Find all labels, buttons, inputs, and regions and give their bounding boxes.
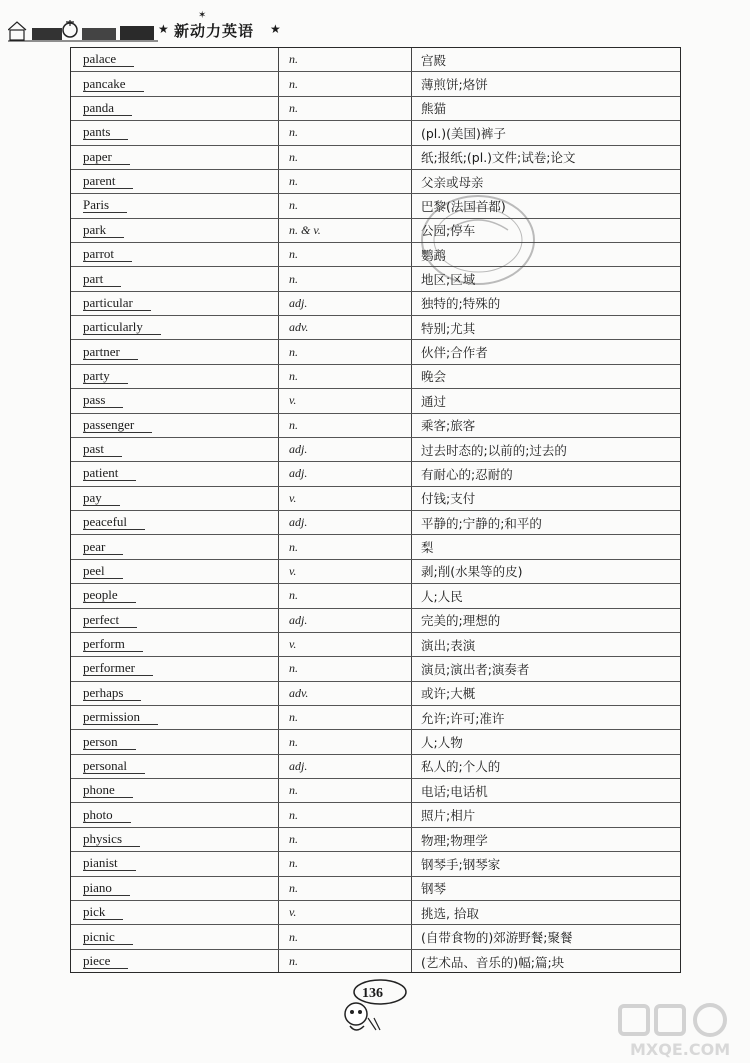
part-of-speech-cell: adv.	[289, 320, 309, 335]
table-row	[71, 292, 680, 316]
word-text: pants	[83, 125, 128, 140]
word-text: personal	[83, 759, 145, 774]
table-row	[71, 487, 680, 511]
word-text: party	[83, 369, 128, 384]
part-of-speech-cell: adv.	[289, 685, 309, 700]
word-cell	[83, 414, 273, 437]
word-text: peaceful	[83, 515, 145, 530]
meaning-cell: 特别;尤其	[421, 320, 476, 336]
part-of-speech-cell: n.	[289, 174, 298, 189]
part-of-speech-cell: adj.	[289, 612, 308, 627]
meaning-cell: 鹦鹉	[421, 247, 447, 263]
meaning-cell: 钢琴	[421, 881, 447, 897]
word-text: patient	[83, 466, 136, 481]
meaning-cell: 完美的;理想的	[421, 613, 501, 629]
word-text: parrot	[83, 247, 132, 262]
word-cell	[83, 365, 273, 388]
meaning-cell: 电话;电话机	[421, 783, 488, 799]
word-text: photo	[83, 808, 131, 823]
word-text: peel	[83, 564, 123, 579]
watermark-text: MXQE.COM	[630, 1040, 731, 1059]
meaning-cell: 或许;大概	[421, 686, 476, 702]
word-text: pay	[83, 491, 120, 506]
part-of-speech-cell: n.	[289, 76, 298, 91]
word-text: perform	[83, 637, 143, 652]
word-cell	[83, 901, 273, 924]
table-row	[71, 609, 680, 633]
word-text: past	[83, 442, 122, 457]
table-row	[71, 682, 680, 706]
word-text: pianist	[83, 856, 136, 871]
word-cell	[83, 682, 273, 705]
table-row	[71, 535, 680, 559]
meaning-cell: 人;人物	[421, 735, 463, 751]
part-of-speech-cell: n.	[289, 52, 298, 67]
meaning-cell: 人;人民	[421, 588, 463, 604]
table-row	[71, 194, 680, 218]
meaning-cell: 晚会	[421, 369, 447, 385]
word-cell	[83, 560, 273, 583]
page-header	[8, 10, 308, 44]
header-decoration-icon	[8, 18, 158, 42]
word-text: park	[83, 223, 124, 238]
part-of-speech-cell: n.	[289, 783, 298, 798]
part-of-speech-cell: n. & v.	[289, 222, 321, 237]
part-of-speech-cell: v.	[289, 637, 297, 652]
meaning-cell: 允许;许可;准许	[421, 710, 505, 726]
table-row	[71, 97, 680, 121]
meaning-cell: 地区;区域	[421, 272, 476, 288]
school-seal-icon	[418, 190, 538, 290]
table-row	[71, 121, 680, 145]
word-cell	[83, 194, 273, 217]
page-number: 136	[362, 986, 383, 1001]
part-of-speech-cell: n.	[289, 247, 298, 262]
word-cell	[83, 877, 273, 900]
part-of-speech-cell: v.	[289, 563, 297, 578]
part-of-speech-cell: n.	[289, 539, 298, 554]
word-text: piece	[83, 954, 128, 969]
meaning-cell: 付钱;支付	[421, 491, 476, 507]
meaning-cell: 挑选, 拾取	[421, 905, 479, 921]
table-row	[71, 560, 680, 584]
word-cell	[83, 633, 273, 656]
word-text: phone	[83, 783, 133, 798]
table-row	[71, 365, 680, 389]
meaning-cell: 公园;停车	[421, 223, 476, 239]
table-row	[71, 877, 680, 901]
word-text: particular	[83, 296, 151, 311]
table-row	[71, 340, 680, 364]
meaning-cell: 薄煎饼;烙饼	[421, 77, 488, 93]
word-cell	[83, 316, 273, 339]
meaning-cell: 通过	[421, 393, 447, 409]
part-of-speech-cell: n.	[289, 832, 298, 847]
part-of-speech-cell: v.	[289, 490, 297, 505]
part-of-speech-cell: v.	[289, 393, 297, 408]
part-of-speech-cell: adj.	[289, 442, 308, 457]
part-of-speech-cell: v.	[289, 905, 297, 920]
word-text: pick	[83, 905, 123, 920]
word-cell	[83, 755, 273, 778]
word-text: partner	[83, 345, 138, 360]
word-cell	[83, 243, 273, 266]
table-row	[71, 657, 680, 681]
word-cell	[83, 779, 273, 802]
meaning-cell: 有耐心的;忍耐的	[421, 466, 513, 482]
part-of-speech-cell: n.	[289, 807, 298, 822]
meaning-cell: 父亲或母亲	[421, 174, 484, 190]
word-text: person	[83, 735, 136, 750]
word-cell	[83, 340, 273, 363]
word-cell	[83, 48, 273, 71]
table-row	[71, 706, 680, 730]
word-text: permission	[83, 710, 158, 725]
star-icon: ★	[270, 22, 281, 36]
part-of-speech-cell: adj.	[289, 466, 308, 481]
part-of-speech-cell: n.	[289, 661, 298, 676]
word-cell	[83, 828, 273, 851]
table-row	[71, 925, 680, 949]
part-of-speech-cell: n.	[289, 368, 298, 383]
table-row	[71, 462, 680, 486]
word-text: performer	[83, 661, 153, 676]
table-row	[71, 803, 680, 827]
meaning-cell: 巴黎(法国首都)	[421, 198, 506, 214]
word-cell	[83, 462, 273, 485]
meaning-cell: 私人的;个人的	[421, 759, 501, 775]
table-row	[71, 779, 680, 803]
word-text: piano	[83, 881, 130, 896]
meaning-cell: 物理;物理学	[421, 832, 488, 848]
part-of-speech-cell: n.	[289, 344, 298, 359]
word-cell	[83, 950, 273, 974]
table-row	[71, 267, 680, 291]
part-of-speech-cell: n.	[289, 856, 298, 871]
part-of-speech-cell: n.	[289, 880, 298, 895]
star-icon: ★	[158, 22, 169, 36]
table-row	[71, 828, 680, 852]
meaning-cell: 乘客;旅客	[421, 418, 476, 434]
table-row	[71, 145, 680, 169]
word-cell	[83, 584, 273, 607]
word-text: perhaps	[83, 686, 141, 701]
meaning-cell: (艺术品、音乐的)幅;篇;块	[421, 954, 565, 970]
part-of-speech-cell: n.	[289, 100, 298, 115]
part-of-speech-cell: n.	[289, 954, 298, 969]
word-cell	[83, 925, 273, 948]
word-cell	[83, 72, 273, 95]
word-text: paper	[83, 150, 130, 165]
meaning-cell: 剥;削(水果等的皮)	[421, 564, 523, 580]
word-cell	[83, 170, 273, 193]
table-row	[71, 243, 680, 267]
table-row	[71, 48, 680, 72]
table-row	[71, 584, 680, 608]
meaning-cell: 钢琴手;钢琴家	[421, 856, 501, 872]
table-row	[71, 633, 680, 657]
meaning-cell: 纸;报纸;(pl.)文件;试卷;论文	[421, 150, 576, 166]
meaning-cell: 伙伴;合作者	[421, 345, 488, 361]
word-cell	[83, 219, 273, 242]
table-row	[71, 170, 680, 194]
part-of-speech-cell: n.	[289, 734, 298, 749]
word-text: panda	[83, 101, 132, 116]
word-cell	[83, 121, 273, 144]
word-cell	[83, 803, 273, 826]
table-row	[71, 901, 680, 925]
meaning-cell: 演出;表演	[421, 637, 476, 653]
word-text: picnic	[83, 930, 133, 945]
part-of-speech-cell: n.	[289, 198, 298, 213]
meaning-cell: 独特的;特殊的	[421, 296, 501, 312]
table-row	[71, 755, 680, 779]
word-cell	[83, 145, 273, 168]
vocabulary-table	[70, 47, 681, 973]
word-cell	[83, 97, 273, 120]
meaning-cell: 演员;演出者;演奏者	[421, 661, 530, 677]
word-text: pass	[83, 393, 123, 408]
word-text: part	[83, 272, 121, 287]
table-row	[71, 389, 680, 413]
word-cell	[83, 852, 273, 875]
part-of-speech-cell: n.	[289, 149, 298, 164]
part-of-speech-cell: n.	[289, 929, 298, 944]
word-cell	[83, 292, 273, 315]
part-of-speech-cell: adj.	[289, 295, 308, 310]
meaning-cell: 平静的;宁静的;和平的	[421, 515, 542, 531]
word-text: passenger	[83, 418, 152, 433]
part-of-speech-cell: n.	[289, 710, 298, 725]
table-row	[71, 511, 680, 535]
word-cell	[83, 511, 273, 534]
word-text: palace	[83, 52, 134, 67]
word-cell	[83, 609, 273, 632]
word-text: people	[83, 588, 136, 603]
part-of-speech-cell: n.	[289, 125, 298, 140]
table-row	[71, 852, 680, 876]
table-row	[71, 950, 680, 974]
table-row	[71, 72, 680, 96]
word-cell	[83, 438, 273, 461]
meaning-cell: 熊猫	[421, 101, 447, 117]
word-text: parent	[83, 174, 133, 189]
part-of-speech-cell: adj.	[289, 515, 308, 530]
word-text: Paris	[83, 198, 127, 213]
table-row	[71, 316, 680, 340]
word-cell	[83, 730, 273, 753]
word-text: pear	[83, 540, 123, 555]
word-cell	[83, 706, 273, 729]
star-icon: ✶	[198, 10, 207, 21]
word-cell	[83, 657, 273, 680]
word-text: perfect	[83, 613, 137, 628]
word-cell	[83, 389, 273, 412]
table-row	[71, 414, 680, 438]
meaning-cell: (自带食物的)郊游野餐;聚餐	[421, 930, 573, 945]
word-cell	[83, 535, 273, 558]
meaning-cell: (pl.)(美国)裤子	[421, 125, 506, 141]
word-cell	[83, 487, 273, 510]
word-text: physics	[83, 832, 140, 847]
table-row	[71, 730, 680, 754]
table-row	[71, 219, 680, 243]
word-cell	[83, 267, 273, 290]
part-of-speech-cell: n.	[289, 271, 298, 286]
meaning-cell: 照片;相片	[421, 808, 476, 824]
part-of-speech-cell: adj.	[289, 758, 308, 773]
table-row	[71, 438, 680, 462]
part-of-speech-cell: n.	[289, 588, 298, 603]
word-text: particularly	[83, 320, 161, 335]
meaning-cell: 梨	[421, 540, 434, 556]
meaning-cell: 宫殿	[421, 52, 447, 68]
meaning-cell: 过去时态的;以前的;过去的	[421, 442, 567, 458]
part-of-speech-cell: n.	[289, 417, 298, 432]
word-text: pancake	[83, 77, 144, 92]
book-title: 新动力英语	[174, 22, 255, 40]
